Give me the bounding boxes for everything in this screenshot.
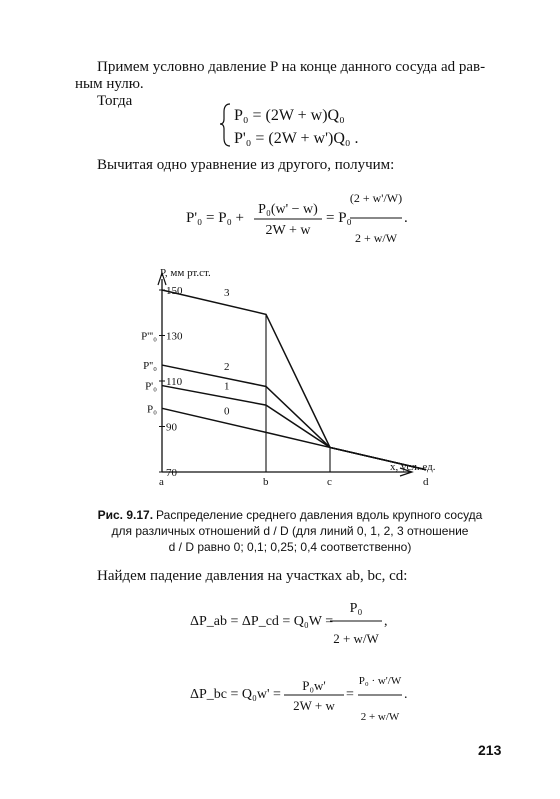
formula-bc-frac1-den: 2W + w <box>293 698 335 713</box>
drop-sentence: Найдем падение давления на участках ab, bc, cd: <box>97 568 408 584</box>
y-tick-label: 110 <box>166 376 183 388</box>
svg-text:,: , <box>384 614 388 629</box>
system-eq-2: P'₀ = (2W + w')Q₀ . <box>234 130 359 147</box>
formula-main <box>180 180 420 262</box>
svg-text:.: . <box>404 210 408 226</box>
caption-line-2: для различных отношений d / D (для линий 0, 1, 2, 3 отношение <box>111 524 469 538</box>
x-tick-label: b <box>263 476 269 488</box>
formula-ab-num: P₀ <box>349 601 363 616</box>
formula-main-frac2-den: 2 + w/W <box>354 231 398 245</box>
y-tick-label: 70 <box>166 467 177 479</box>
x-tick-label: a <box>159 476 164 488</box>
caption-line-1: Распределение среднего давления вдоль крупного сосуда <box>156 508 483 522</box>
x-tick-label: c <box>327 476 332 488</box>
series-label-1: 1 <box>224 380 230 393</box>
formula-bc <box>186 662 416 734</box>
page-number: 213 <box>478 742 502 758</box>
svg-text:.: . <box>404 687 408 702</box>
formula-ab-lhs: ΔP_ab = ΔP_cd = Q₀W = <box>190 614 334 629</box>
formula-main-lhs: P'₀ = P₀ + <box>186 210 245 226</box>
formula-ab <box>186 595 406 657</box>
formula-bc-eq: = <box>346 687 354 702</box>
y-axis-label: P, мм рт.ст. <box>160 267 211 279</box>
intro-line-1: Примем условно давление P на конце данного сосуда ad рав- <box>97 59 486 75</box>
caption-line-3: d / D равно 0; 0,1; 0,25; 0,4 соответственно) <box>168 540 412 554</box>
formula-bc-lhs: ΔP_bc = Q₀w' = <box>190 687 281 702</box>
formula-bc-frac1-num: P₀w' <box>302 678 326 693</box>
series-label-0: 0 <box>224 405 230 418</box>
series-line-1 <box>162 386 426 470</box>
formula-main-eq-p0: = P₀ <box>326 210 352 226</box>
left-pressure-label: P'''₀ <box>141 330 157 343</box>
intro-line-2: ным нулю. <box>75 76 144 92</box>
formula-ab-den: 2 + w/W <box>333 631 379 646</box>
series-line-3 <box>162 290 426 470</box>
series-label-3: 3 <box>224 287 230 300</box>
formula-main-frac1-den: 2W + w <box>265 223 311 238</box>
formula-main-frac2-num: (2 + w'/W) <box>349 191 403 205</box>
left-pressure-label: P''₀ <box>143 360 157 373</box>
formula-main-frac1-num: P₀(w' − w) <box>258 202 318 217</box>
figure-caption <box>70 507 510 555</box>
y-tick-label: 150 <box>166 285 183 297</box>
x-tick-label: d <box>423 476 429 488</box>
y-tick-label: 130 <box>166 330 183 343</box>
system-eq-1: P₀ = (2W + w)Q₀ <box>234 107 345 124</box>
pressure-chart <box>120 265 460 495</box>
series-label-2: 2 <box>224 360 230 373</box>
y-tick-label: 90 <box>166 421 177 434</box>
equation-system <box>220 100 380 150</box>
intro-then: Тогда <box>97 93 133 109</box>
caption-label: Рис. 9.17. <box>97 508 154 522</box>
subtract-sentence: Вычитая одно уравнение из другого, получим: <box>97 157 395 173</box>
formula-bc-frac2-num: P₀ · w'/W <box>358 675 402 687</box>
left-pressure-label: P'₀ <box>145 380 157 393</box>
x-axis-label: x, усл. ед. <box>390 461 436 473</box>
formula-bc-frac2-den: 2 + w/W <box>360 711 400 723</box>
left-pressure-label: P₀ <box>147 403 157 416</box>
